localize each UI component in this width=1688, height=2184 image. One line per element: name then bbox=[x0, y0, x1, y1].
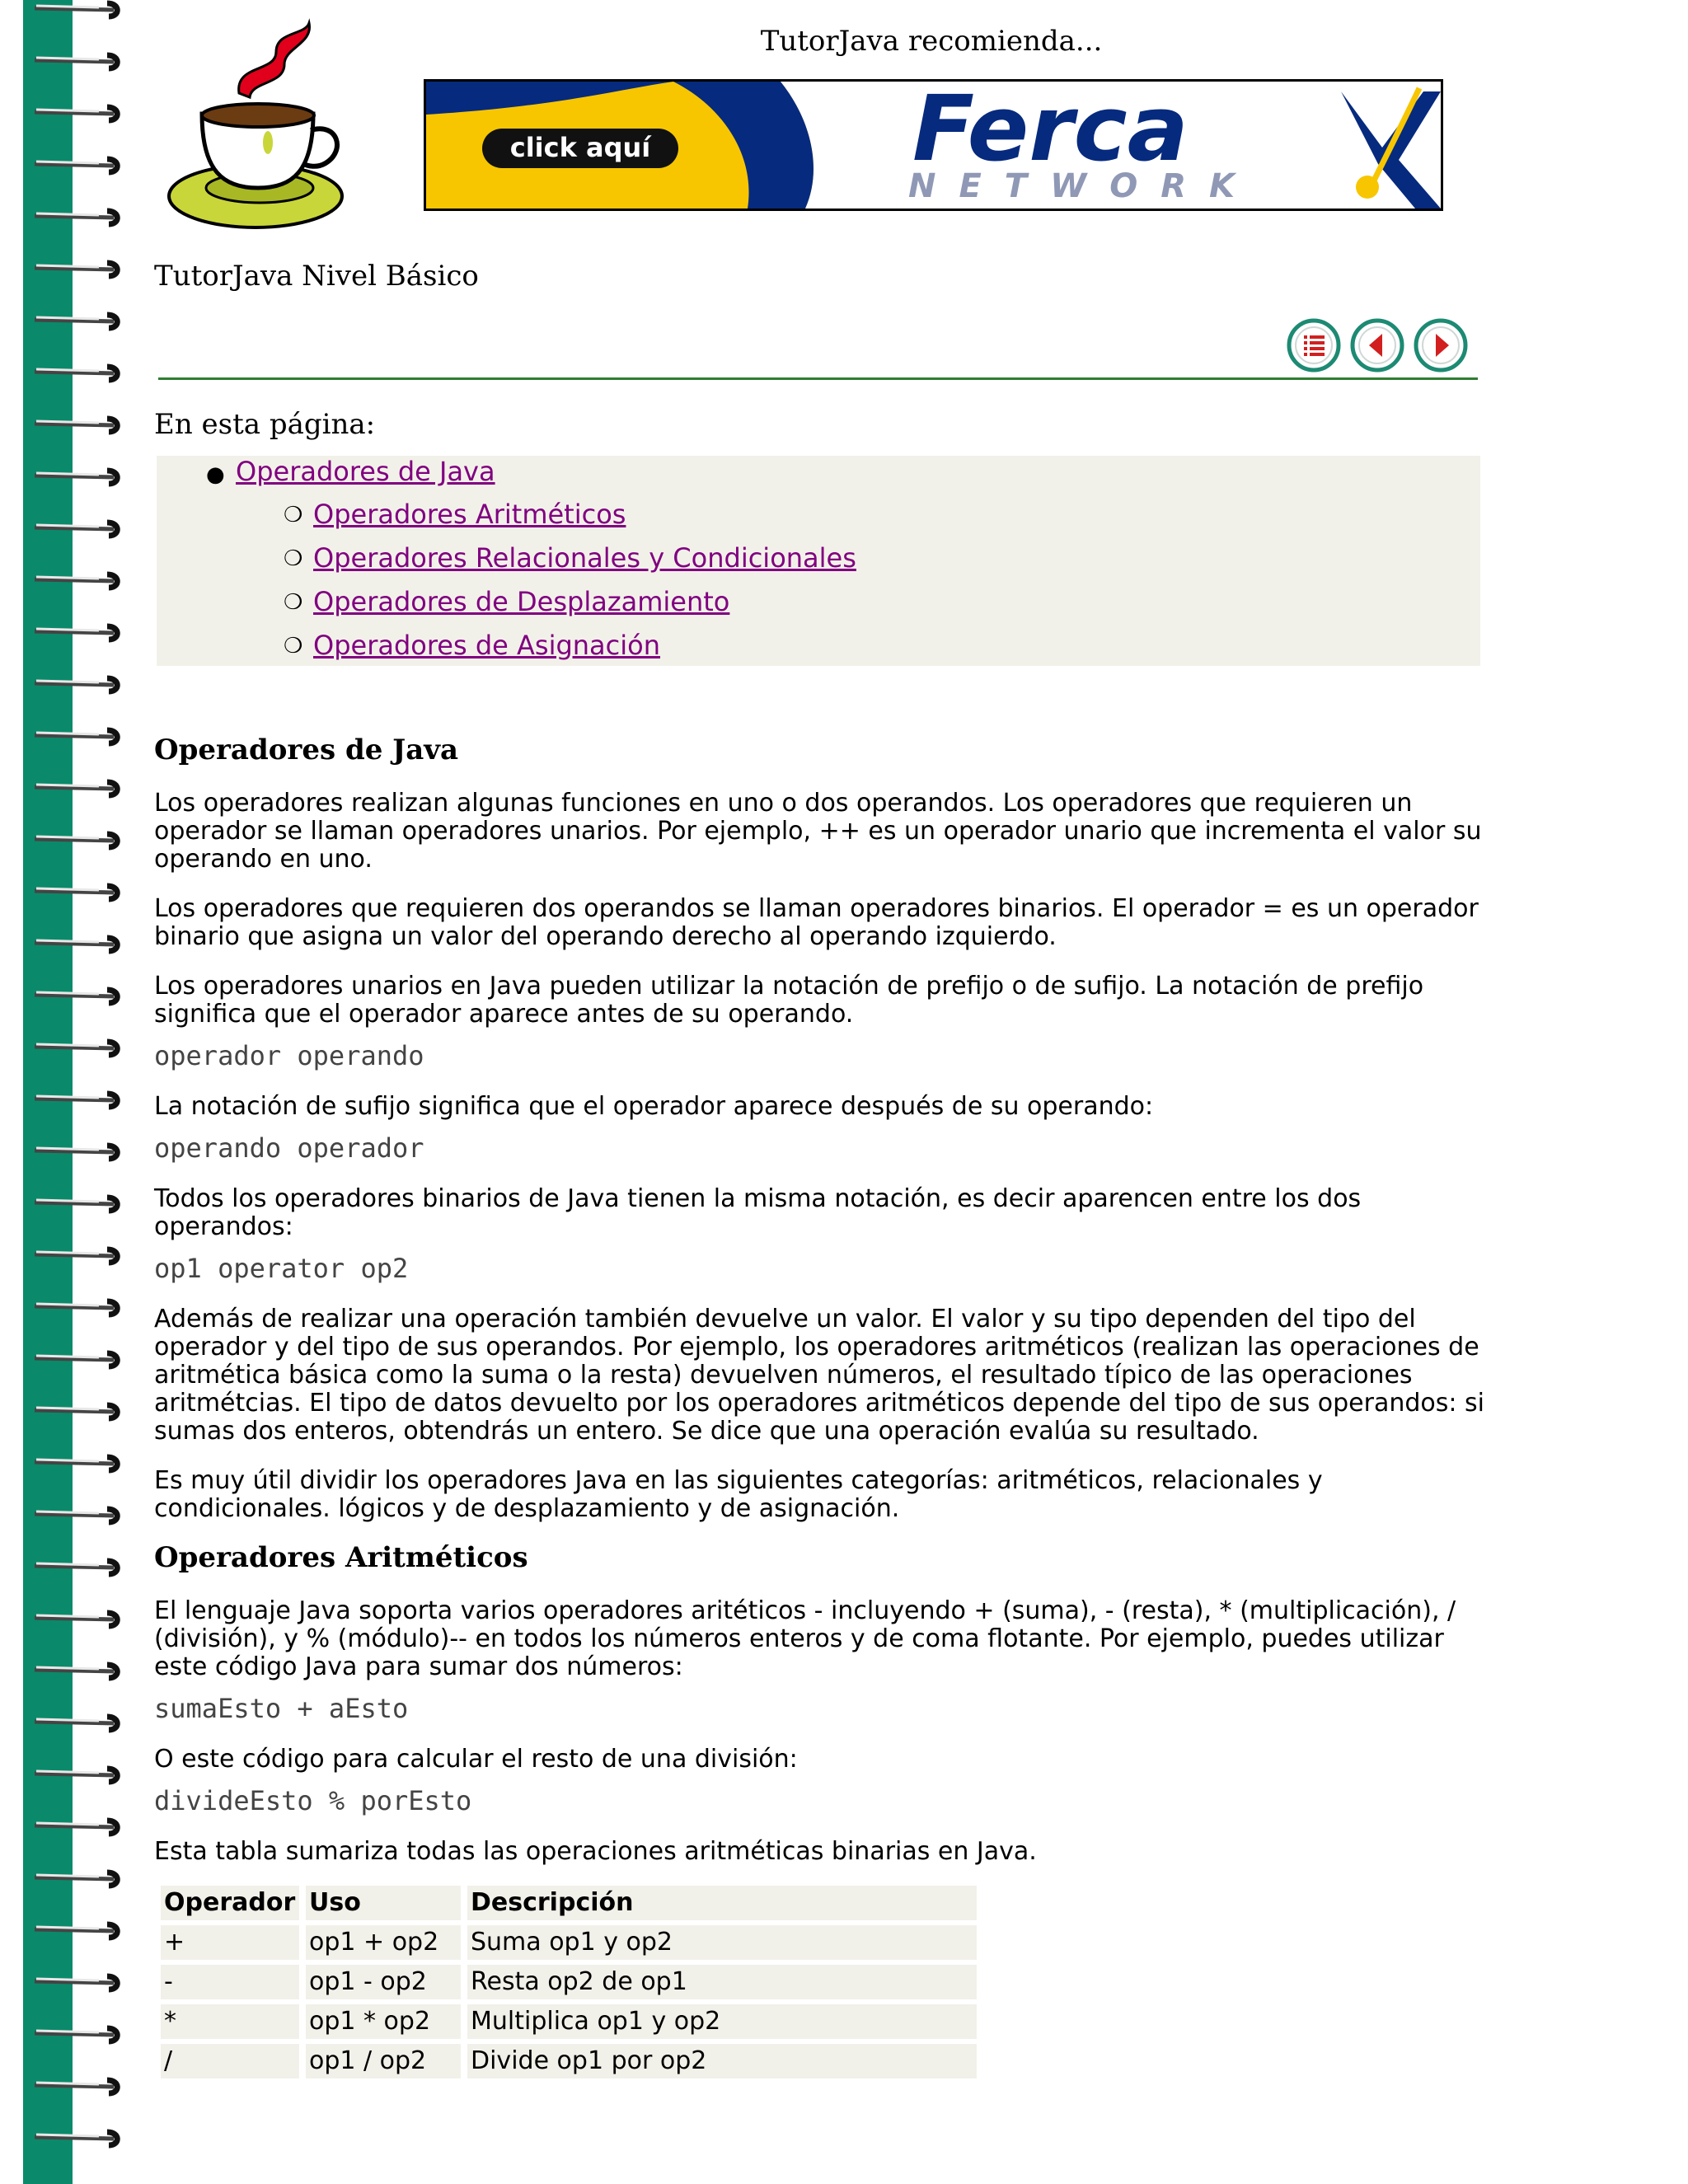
paragraph: Todos los operadores binarios de Java tienen la misma notación, es decir aparencen entre los dos operandos: bbox=[154, 1184, 1362, 1241]
table-row bbox=[161, 2004, 977, 2039]
next-icon[interactable] bbox=[1413, 317, 1469, 373]
table-row bbox=[161, 2044, 977, 2079]
table-cell: / bbox=[161, 2044, 299, 2079]
paragraph: Los operadores unarios en Java pueden utilizar la notación de prefijo o de sufijo. La notación de prefijo significa que el operador aparece antes de su operando. bbox=[154, 972, 1424, 1029]
table-cell: * bbox=[161, 2004, 299, 2039]
paragraph: Los operadores que requieren dos operandos se llaman operadores binarios. El operador = es un operador binario que asigna un valor del operando derecho al operando izquierdo. bbox=[154, 894, 1479, 951]
paragraph: Es muy útil dividir los operadores Java en las siguientes categorías: aritméticos, relacionales y condicionales. lógicos y de desplazamiento y de asignación. bbox=[154, 1466, 1323, 1523]
section-title-operadores-java: Operadores de Java bbox=[154, 733, 459, 766]
table-of-contents bbox=[157, 456, 1480, 666]
divider bbox=[158, 377, 1478, 380]
code-sample: divideEsto % porEsto bbox=[154, 1785, 472, 1816]
code-sample: operador operando bbox=[154, 1040, 424, 1071]
column-header: Operador bbox=[161, 1886, 299, 1920]
table-cell: Multiplica op1 y op2 bbox=[467, 2004, 977, 2039]
toc-link-operadores-java[interactable]: Operadores de Java bbox=[236, 456, 495, 487]
circle-bullet-icon: ❍ bbox=[284, 503, 303, 527]
bullet-icon: ● bbox=[206, 462, 225, 487]
main-content bbox=[154, 717, 1489, 2083]
section-title-aritmeticos: Operadores Aritméticos bbox=[154, 1541, 528, 1574]
paragraph: O este código para calcular el resto de una división: bbox=[154, 1745, 798, 1774]
toc-link-aritmeticos[interactable]: Operadores Aritméticos bbox=[313, 499, 626, 530]
table-cell: - bbox=[161, 1965, 299, 1999]
circle-bullet-icon: ❍ bbox=[284, 634, 303, 658]
column-header: Uso bbox=[306, 1886, 461, 1920]
spiral-binding bbox=[0, 0, 132, 2184]
table-header-row bbox=[161, 1886, 977, 1920]
code-sample: op1 operator op2 bbox=[154, 1253, 409, 1284]
table-cell: Suma op1 y op2 bbox=[467, 1925, 977, 1960]
previous-icon[interactable] bbox=[1349, 317, 1405, 373]
table-cell: op1 / op2 bbox=[306, 2044, 461, 2079]
toc-link-desplazamiento[interactable]: Operadores de Desplazamiento bbox=[313, 586, 730, 617]
code-sample: sumaEsto + aEsto bbox=[154, 1693, 409, 1724]
table-cell: op1 - op2 bbox=[306, 1965, 461, 1999]
toc-link-relacionales[interactable]: Operadores Relacionales y Condicionales bbox=[313, 542, 856, 574]
toc-heading: En esta página: bbox=[154, 408, 376, 441]
circle-bullet-icon: ❍ bbox=[284, 590, 303, 615]
index-icon[interactable] bbox=[1286, 317, 1342, 373]
code-sample: operando operador bbox=[154, 1132, 424, 1164]
banner-cta-label[interactable]: click aquí bbox=[509, 132, 651, 163]
table-cell: + bbox=[161, 1925, 299, 1960]
coffee-cup-logo bbox=[161, 15, 363, 231]
toc-link-asignacion[interactable]: Operadores de Asignación bbox=[313, 630, 660, 661]
paragraph: Esta tabla sumariza todas las operaciones aritméticas binarias en Java. bbox=[154, 1837, 1037, 1866]
paragraph: La notación de sufijo significa que el operador aparece después de su operando: bbox=[154, 1092, 1154, 1121]
table-cell: Resta op2 de op1 bbox=[467, 1965, 977, 1999]
column-header: Descripción bbox=[467, 1886, 977, 1920]
table-cell: op1 * op2 bbox=[306, 2004, 461, 2039]
paragraph: Además de realizar una operación también devuelve un valor. El valor y su tipo dependen del tipo del operador y del tipo de sus operandos. Por ejemplo, los operadores aritméticos (realizan las operaciones de aritmética básica como la suma o la resta) devuelven números, el resultado típico de las operaciones aritmétcias. El tipo de datos devuelto por los operadores aritméticos depende del tipo de sus operandos: si sumas dos enteros, obtendrás un entero. Se dice que una operación evalúa su resultado. bbox=[154, 1305, 1485, 1446]
paragraph: El lenguaje Java soporta varios operadores aritéticos - incluyendo + (suma), - (resta), * (multiplicación), / (división), y % (módulo)-- en todos los números enteros y de coma flotante. Por ejemplo, puedes utilizar este código Java para sumar dos números: bbox=[154, 1596, 1456, 1681]
arithmetic-operators-table bbox=[154, 1881, 983, 2083]
circle-bullet-icon: ❍ bbox=[284, 546, 303, 571]
level-title: TutorJava Nivel Básico bbox=[154, 260, 479, 293]
banner-brand-sub: NETWORK bbox=[908, 167, 1259, 205]
table-cell: Divide op1 por op2 bbox=[467, 2044, 977, 2079]
recommend-text: TutorJava recomienda... bbox=[760, 25, 1103, 58]
paragraph: Los operadores realizan algunas funciones en uno o dos operandos. Los operadores que requieren un operador se llaman operadores unarios. Por ejemplo, ++ es un operador unario que incrementa el valor su operando en uno. bbox=[154, 789, 1482, 874]
ferca-banner-ad[interactable] bbox=[424, 79, 1443, 211]
table-row bbox=[161, 1925, 977, 1960]
banner-brand: Ferca bbox=[912, 82, 1189, 181]
page-navigation bbox=[1286, 317, 1469, 373]
table-cell: op1 + op2 bbox=[306, 1925, 461, 1960]
table-row bbox=[161, 1965, 977, 1999]
